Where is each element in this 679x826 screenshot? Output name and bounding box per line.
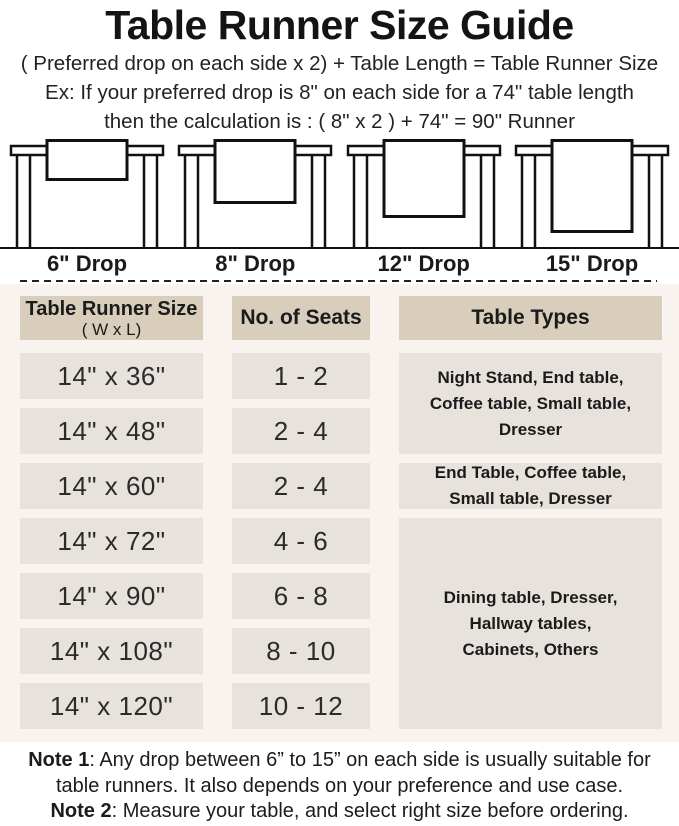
size-table-header-row: [20, 296, 663, 340]
table-diagram-8-drop: [174, 139, 336, 247]
dashed-divider: [20, 280, 657, 282]
note-1-label: Note 1: [28, 749, 90, 771]
seats-cell: 4 - 6: [232, 518, 370, 564]
example-line-2: then the calculation is : ( 8" x 2 ) + 74" = 90" Runner: [104, 110, 575, 133]
table-types-cell-small: Night Stand, End table, Coffee table, Small table, Dresser: [399, 353, 662, 454]
note-2-label: Note 2: [50, 800, 112, 822]
runner-size-cell: 14" x 120": [20, 683, 203, 729]
table-diagram-15-drop: [511, 139, 673, 247]
table-diagram-6-drop: [6, 139, 168, 247]
table-diagram-12-drop: [343, 139, 505, 247]
header-section: [0, 0, 679, 136]
runner-size-cell: 14" x 90": [20, 573, 203, 619]
seats-cell: 2 - 4: [232, 463, 370, 509]
header-table-types: [399, 296, 662, 340]
table-runner-illustration: [6, 139, 168, 247]
runner-size-cell: 14" x 48": [20, 408, 203, 454]
example-line-1: Ex: If your preferred drop is 8" on each side for a 74" table length: [45, 81, 634, 104]
note-1: [4, 748, 675, 799]
size-table-section: [0, 284, 679, 742]
drop-diagrams: [0, 139, 679, 249]
table-runner-illustration: [174, 139, 336, 247]
drop-labels-row: [0, 249, 679, 280]
drop-label-8: 8" Drop: [215, 251, 296, 276]
size-table-body: [20, 353, 663, 729]
notes-section: [0, 742, 679, 825]
seats-cell: 1 - 2: [232, 353, 370, 399]
runner-size-cell: 14" x 108": [20, 628, 203, 674]
header-seats-label: No. of Seats: [240, 306, 362, 329]
header-runner-size-sub: ( W x L): [81, 319, 142, 339]
table-runner-illustration: [511, 139, 673, 247]
note-2: [4, 799, 675, 825]
table-types-cell-large: Dining table, Dresser, Hallway tables, Cabinets, Others: [399, 518, 662, 729]
formula-text: ( Preferred drop on each side x 2) + Table Length = Table Runner Size: [20, 52, 659, 75]
header-runner-size: [20, 296, 203, 340]
drop-label-15: 15" Drop: [545, 251, 639, 276]
table-runner-illustration: [343, 139, 505, 247]
drop-label-6: 6" Drop: [46, 251, 128, 276]
table-types-cell-medium: End Table, Coffee table, Small table, Dresser: [399, 463, 662, 509]
seats-cell: 10 - 12: [232, 683, 370, 729]
runner-size-cell: 14" x 60": [20, 463, 203, 509]
page-title: Table Runner Size Guide: [105, 2, 574, 48]
drop-label-12: 12" Drop: [377, 251, 470, 276]
seats-cell: 8 - 10: [232, 628, 370, 674]
header-seats: [232, 296, 370, 340]
note-1-text: : Any drop between 6” to 15” on each side is usually suitable for table runners. It also depends on your preference and use case.: [55, 749, 651, 797]
seats-cell: 2 - 4: [232, 408, 370, 454]
header-runner-size-title: Table Runner Size: [25, 297, 198, 320]
runner-size-cell: 14" x 72": [20, 518, 203, 564]
runner-size-cell: 14" x 36": [20, 353, 203, 399]
header-table-types-label: Table Types: [471, 306, 590, 329]
seats-cell: 6 - 8: [232, 573, 370, 619]
note-2-text: : Measure your table, and select right size before ordering.: [111, 800, 629, 822]
